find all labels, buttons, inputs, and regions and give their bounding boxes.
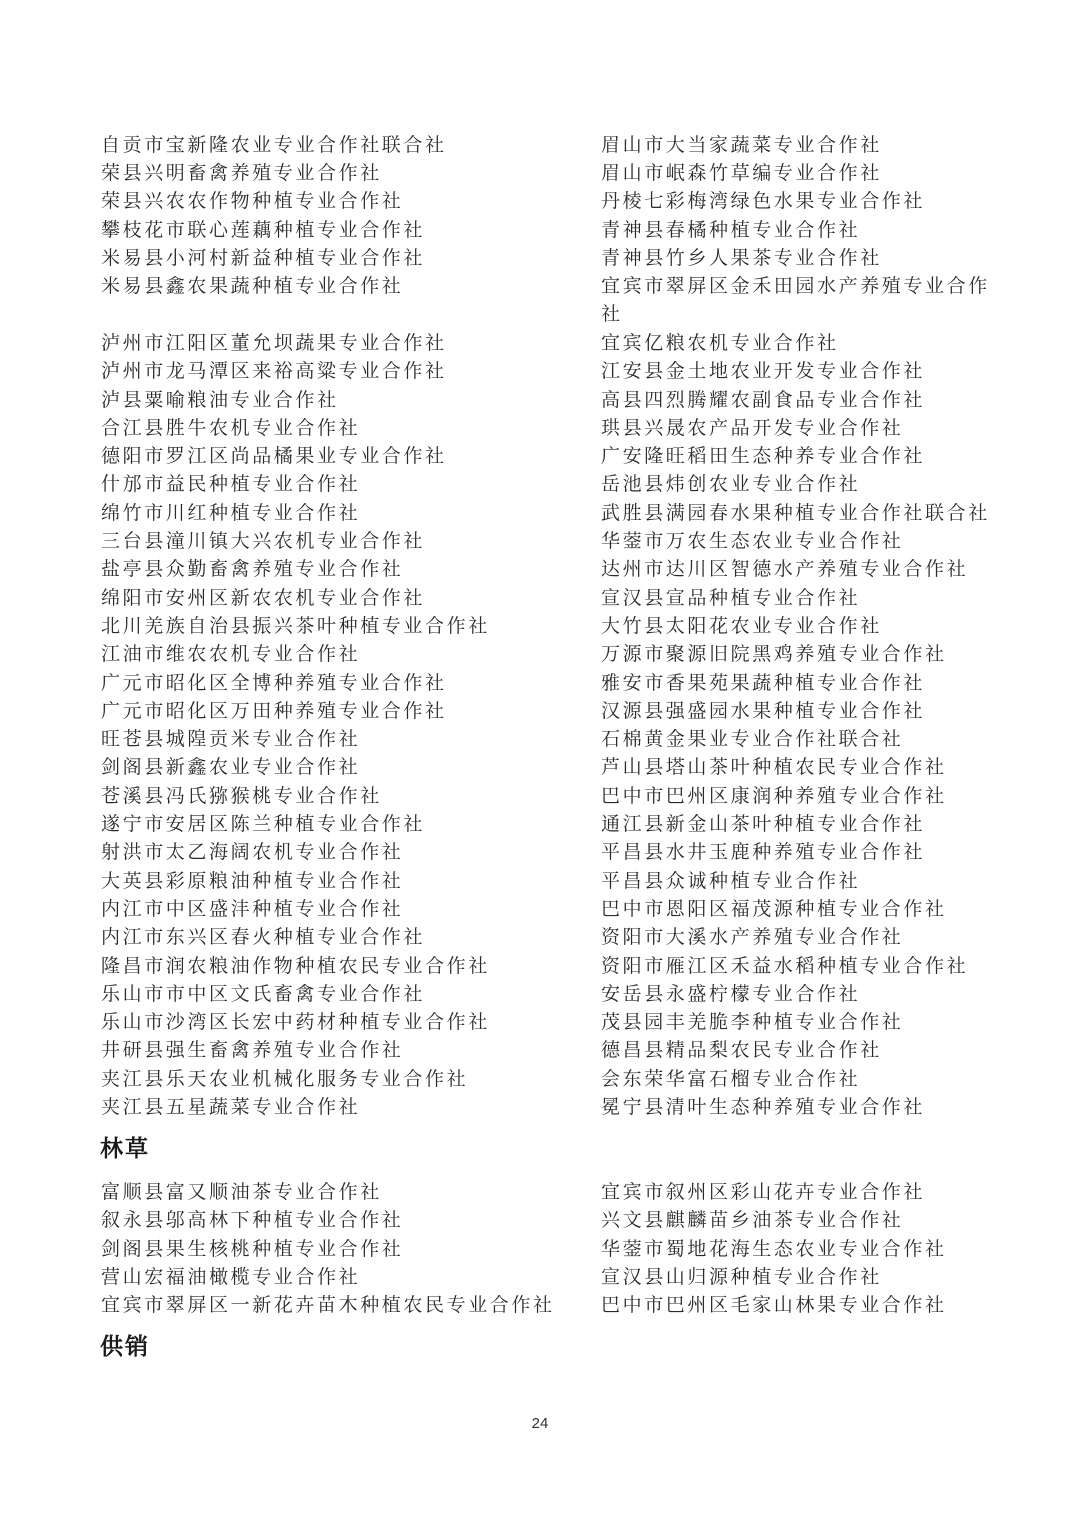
- list-item: 德阳市罗江区尚品橘果业专业合作社: [101, 445, 447, 467]
- list-item: 武胜县满园春水果种植专业合作社联合社: [601, 502, 990, 524]
- list-item: 资阳市大溪水产养殖专业合作社: [601, 926, 904, 948]
- list-item: 宜宾市翠屏区一新花卉苗木种植农民专业合作社: [101, 1294, 555, 1316]
- list-item: 达州市达川区智德水产养殖专业合作社: [601, 558, 969, 580]
- list-item: 宜宾市翠屏区金禾田园水产养殖专业合作: [601, 275, 990, 297]
- list-item: 巴中市巴州区毛家山林果专业合作社: [601, 1294, 947, 1316]
- list-item: 攀枝花市联心莲藕种植专业合作社: [101, 219, 426, 241]
- list-item: 通江县新金山茶叶种植专业合作社: [601, 813, 926, 835]
- list-item: 苍溪县冯氏猕猴桃专业合作社: [101, 785, 382, 807]
- list-item: 德昌县精品梨农民专业合作社: [601, 1039, 882, 1061]
- list-item: 北川羌族自治县振兴茶叶种植专业合作社: [101, 615, 490, 637]
- list-item: 剑阁县果生核桃种植专业合作社: [101, 1238, 404, 1260]
- list-item: 会东荣华富石榴专业合作社: [601, 1068, 861, 1090]
- list-item: 夹江县五星蔬菜专业合作社: [101, 1096, 361, 1118]
- list-item: 合江县胜牛农机专业合作社: [101, 417, 361, 439]
- list-item: 内江市中区盛沣种植专业合作社: [101, 898, 404, 920]
- list-item: 自贡市宝新隆农业专业合作社联合社: [101, 134, 447, 156]
- list-item: 井研县强生畜禽养殖专业合作社: [101, 1039, 404, 1061]
- list-item: 安岳县永盛柠檬专业合作社: [601, 983, 861, 1005]
- list-item: 平昌县水井玉鹿种养殖专业合作社: [601, 841, 926, 863]
- list-item: 巴中市巴州区康润种养殖专业合作社: [601, 785, 947, 807]
- section-heading-supply: 供销: [100, 1334, 150, 1360]
- list-item: 芦山县塔山茶叶种植农民专业合作社: [601, 756, 947, 778]
- list-item: 绵竹市川红种植专业合作社: [101, 502, 361, 524]
- list-item: 丹棱七彩梅湾绿色水果专业合作社: [601, 190, 926, 212]
- list-item: 广元市昭化区万田种养殖专业合作社: [101, 700, 447, 722]
- list-item: 荣县兴农农作物种植专业合作社: [101, 190, 404, 212]
- list-item: 剑阁县新鑫农业专业合作社: [101, 756, 361, 778]
- list-item: 珙县兴晟农产品开发专业合作社: [601, 417, 904, 439]
- list-item: 岳池县炜创农业专业合作社: [601, 473, 861, 495]
- page-number: 24: [531, 1415, 549, 1432]
- list-item: 米易县鑫农果蔬种植专业合作社: [101, 275, 404, 297]
- list-item: 三台县潼川镇大兴农机专业合作社: [101, 530, 426, 552]
- list-item: 华蓥市蜀地花海生态农业专业合作社: [601, 1238, 947, 1260]
- list-item: 江安县金土地农业开发专业合作社: [601, 360, 926, 382]
- list-item: 广安隆旺稻田生态种养专业合作社: [601, 445, 926, 467]
- list-item: 乐山市市中区文氏畜禽专业合作社: [101, 983, 426, 1005]
- list-item: 泸州市龙马潭区来裕高粱专业合作社: [101, 360, 447, 382]
- list-item: 乐山市沙湾区长宏中药材种植专业合作社: [101, 1011, 490, 1033]
- list-item: 宣汉县山归源种植专业合作社: [601, 1266, 882, 1288]
- list-item: 石棉黄金果业专业合作社联合社: [601, 728, 904, 750]
- list-item: 冕宁县清叶生态种养殖专业合作社: [601, 1096, 926, 1118]
- list-item: 江油市维农农机专业合作社: [101, 643, 361, 665]
- list-item: 青神县春橘种植专业合作社: [601, 219, 861, 241]
- list-item: 万源市聚源旧院黑鸡养殖专业合作社: [601, 643, 947, 665]
- list-item: 营山宏福油橄榄专业合作社: [101, 1266, 361, 1288]
- list-item: 荣县兴明畜禽养殖专业合作社: [101, 162, 382, 184]
- list-item: 宜宾亿粮农机专业合作社: [601, 332, 839, 354]
- list-item: 华蓥市万农生态农业专业合作社: [601, 530, 904, 552]
- list-item: 宜宾市叙州区彩山花卉专业合作社: [601, 1181, 926, 1203]
- list-item: 巴中市恩阳区福茂源种植专业合作社: [601, 898, 947, 920]
- list-item: 大英县彩原粮油种植专业合作社: [101, 870, 404, 892]
- list-item: 米易县小河村新益种植专业合作社: [101, 247, 426, 269]
- list-item: 内江市东兴区春火种植专业合作社: [101, 926, 426, 948]
- list-item: 兴文县麒麟苗乡油茶专业合作社: [601, 1209, 904, 1231]
- list-item: 广元市昭化区全博种养殖专业合作社: [101, 672, 447, 694]
- list-item: 泸县粟喻粮油专业合作社: [101, 389, 339, 411]
- list-item: 隆昌市润农粮油作物种植农民专业合作社: [101, 955, 490, 977]
- list-item: 遂宁市安居区陈兰种植专业合作社: [101, 813, 426, 835]
- list-item: 绵阳市安州区新农农机专业合作社: [101, 587, 426, 609]
- list-item: 高县四烈腾耀农副食品专业合作社: [601, 389, 926, 411]
- list-item: 青神县竹乡人果茶专业合作社: [601, 247, 882, 269]
- list-item: 射洪市太乙海阔农机专业合作社: [101, 841, 404, 863]
- list-item: 宣汉县宣品种植专业合作社: [601, 587, 861, 609]
- list-item: 眉山市岷森竹草编专业合作社: [601, 162, 882, 184]
- list-item: 平昌县众诚种植专业合作社: [601, 870, 861, 892]
- list-item: 大竹县太阳花农业专业合作社: [601, 615, 882, 637]
- list-item: 茂县园丰羌脆李种植专业合作社: [601, 1011, 904, 1033]
- list-item: 雅安市香果苑果蔬种植专业合作社: [601, 672, 926, 694]
- list-item-continued: 社: [601, 303, 623, 325]
- list-item: 夹江县乐天农业机械化服务专业合作社: [101, 1068, 469, 1090]
- list-item: 资阳市雁江区禾益水稻种植专业合作社: [601, 955, 969, 977]
- list-item: 旺苍县城隍贡米专业合作社: [101, 728, 361, 750]
- list-item: 泸州市江阳区董允坝蔬果专业合作社: [101, 332, 447, 354]
- list-item: 叙永县邬高林下种植专业合作社: [101, 1209, 404, 1231]
- section-heading-forestry: 林草: [100, 1136, 150, 1162]
- list-item: 汉源县强盛园水果种植专业合作社: [601, 700, 926, 722]
- list-item: 富顺县富又顺油茶专业合作社: [101, 1181, 382, 1203]
- list-item: 眉山市大当家蔬菜专业合作社: [601, 134, 882, 156]
- list-item: 什邡市益民种植专业合作社: [101, 473, 361, 495]
- list-item: 盐亭县众勤畜禽养殖专业合作社: [101, 558, 404, 580]
